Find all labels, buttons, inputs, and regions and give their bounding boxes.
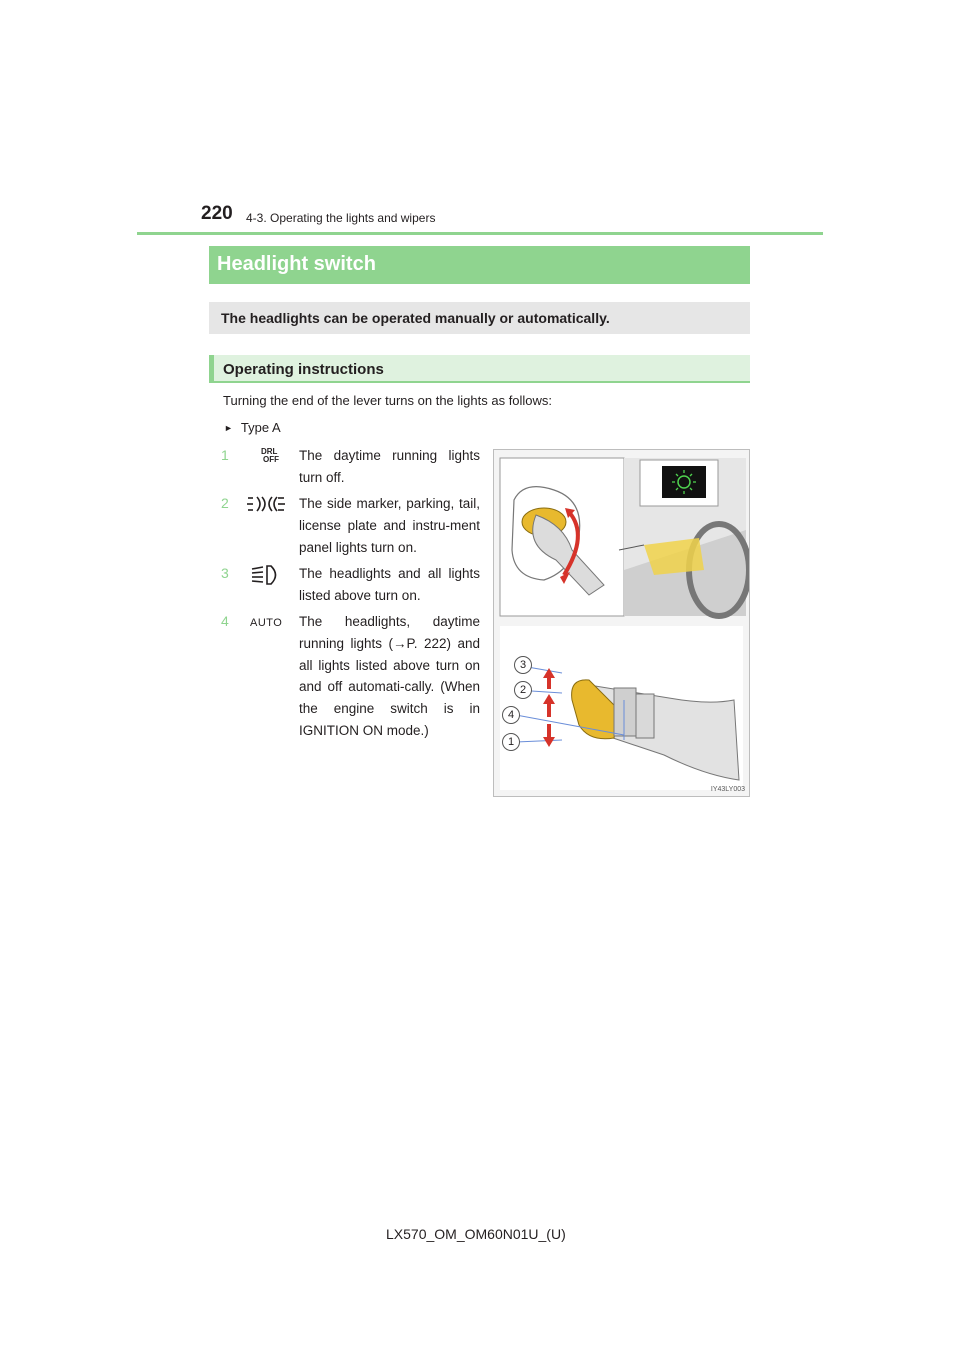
page-title: Headlight switch: [217, 253, 376, 275]
item-number-3: 3: [221, 565, 229, 581]
auto-icon: AUTO: [250, 617, 283, 629]
callout-2: 2: [514, 681, 532, 699]
summary-text: The headlights can be operated manually or automatically.: [221, 310, 610, 326]
figure-code: IY43LY003: [710, 786, 745, 793]
callout-3: 3: [514, 656, 532, 674]
triangle-bullet-icon: ►: [224, 423, 233, 433]
summary-bar: [209, 302, 750, 334]
item-text-4: The headlights, daytime running lights (→P. 222) and all lights listed above turn on and off automati-cally. (When the engine switch is in IGNITION ON mode.): [299, 614, 480, 738]
side-marker-lights-icon: [245, 494, 287, 519]
drl-off-icon: [245, 448, 279, 464]
subheading-accent: [209, 355, 214, 381]
type-label: [224, 420, 281, 435]
callout-1: 1: [502, 733, 520, 751]
lever-illustration: [494, 450, 749, 796]
header-rule: [137, 232, 823, 235]
title-bar: [209, 246, 750, 284]
item-number-2: 2: [221, 495, 229, 511]
page-number: 220: [201, 203, 233, 224]
subheading: Operating instructions: [223, 361, 384, 378]
intro-text: Turning the end of the lever turns on the lights as follows:: [223, 393, 553, 408]
headlight-lever-figure: [493, 449, 750, 797]
item-text-3: The headlights and all lights listed above turn on.: [299, 566, 480, 603]
item-number-4: 4: [221, 613, 229, 629]
item-text-2: The side marker, parking, tail, license plate and instru-ment panel lights turn on.: [299, 496, 480, 555]
section-reference: 4-3. Operating the lights and wipers: [246, 211, 436, 225]
item-text-1: The daytime running lights turn off.: [299, 448, 480, 485]
drl-icon-text-bottom: OFF: [263, 455, 279, 464]
footer-code: LX570_OM_OM60N01U_(U): [386, 1226, 566, 1242]
subheading-bar: [209, 355, 750, 383]
item-number-1: 1: [221, 447, 229, 463]
drl-icon-text-top: DRL: [261, 447, 278, 456]
callout-4: 4: [502, 706, 520, 724]
type-label-text: Type A: [240, 420, 281, 435]
headlight-icon: [250, 564, 284, 591]
